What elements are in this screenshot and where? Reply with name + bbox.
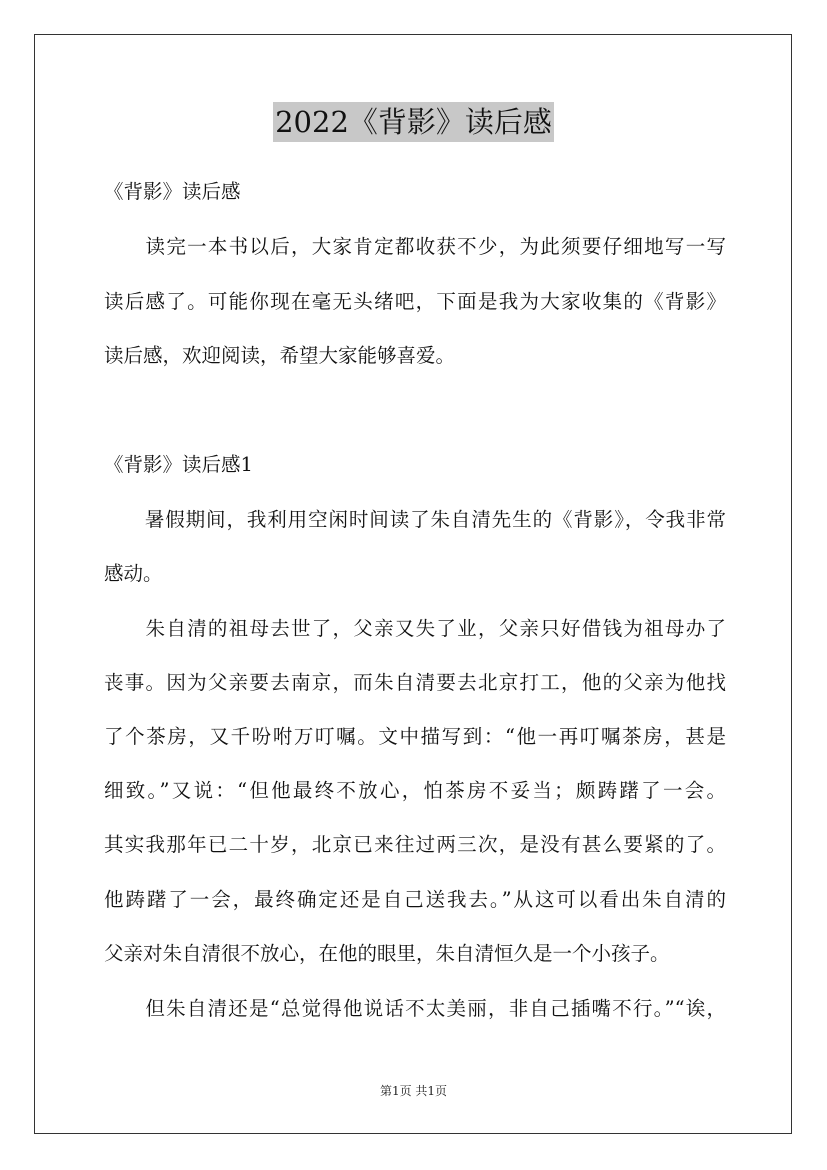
paragraph-line: 了个茶房，又千吩咐万叮嘱。文中描写到：“他一再叮嘱茶房，甚是 — [104, 725, 726, 748]
paragraph-line: 感动。 — [104, 562, 163, 585]
section-heading: 《背影》读后感 — [104, 180, 241, 203]
paragraph-line: 丧事。因为父亲要去南京，而朱自清要去北京打工，他的父亲为他找 — [104, 671, 726, 694]
page-footer: 第1页 共1页 — [379, 1084, 448, 1098]
paragraph-line: 细致。”又说：“但他最终不放心，怕茶房不妥当；颇踌躇了一会。 — [104, 779, 726, 802]
paragraph-line: 读后感了。可能你现在毫无头绪吧，下面是我为大家收集的《背影》 — [104, 290, 726, 313]
section-heading: 《背影》读后感1 — [104, 453, 253, 476]
paragraph-line: 其实我那年已二十岁，北京已来往过两三次，是没有甚么要紧的了。 — [104, 833, 726, 856]
paragraph-line: 读完一本书以后，大家肯定都收获不少，为此须要仔细地写一写 — [104, 235, 726, 258]
paragraph-line: 但朱自清还是“总觉得他说话不太美丽，非自己插嘴不行。”“诶， — [104, 997, 726, 1020]
paragraph-line: 朱自清的祖母去世了，父亲又失了业，父亲只好借钱为祖母办了 — [104, 617, 726, 640]
document-title: 2022《背影》读后感 — [273, 102, 554, 142]
paragraph-line: 父亲对朱自清很不放心，在他的眼里，朱自清恒久是一个小孩子。 — [104, 942, 670, 965]
title-container — [0, 102, 827, 142]
paragraph-line: 读后感，欢迎阅读，希望大家能够喜爱。 — [104, 344, 456, 367]
paragraph-line: 他踌躇了一会，最终确定还是自己送我去。”从这可以看出朱自清的 — [104, 888, 726, 911]
paragraph-line: 暑假期间，我利用空闲时间读了朱自清先生的《背影》，令我非常 — [104, 508, 726, 531]
